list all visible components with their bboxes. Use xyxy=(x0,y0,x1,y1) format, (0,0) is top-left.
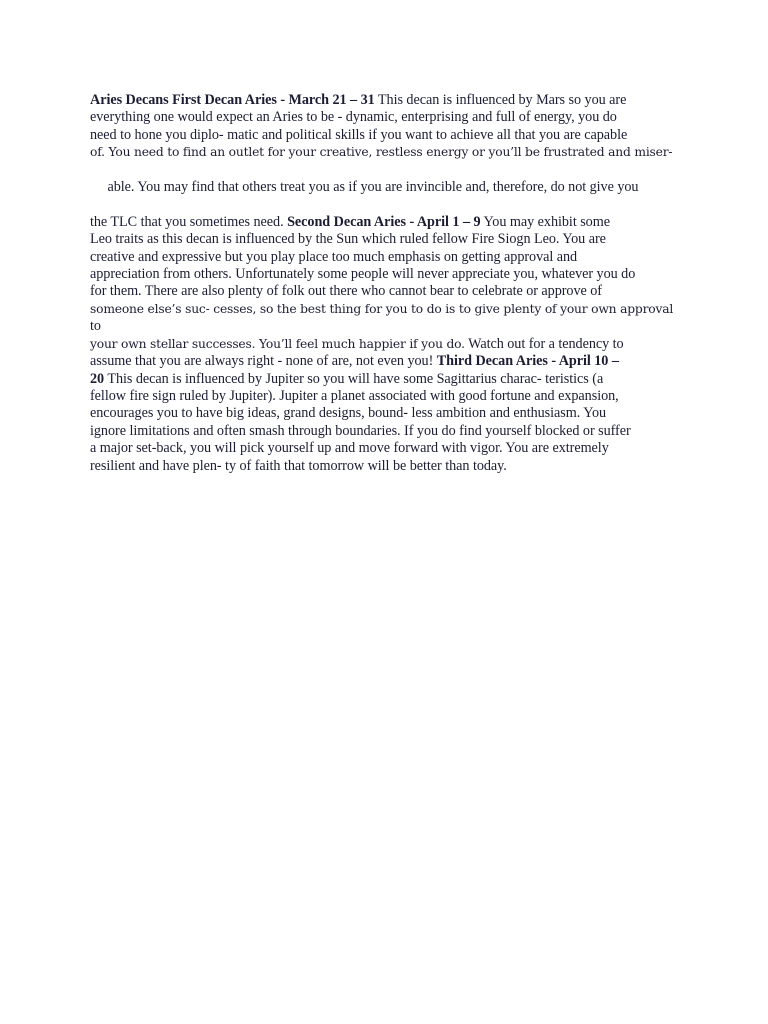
line-text: ignore limitations and often smash through boundaries. If you do find yourself blocked or suffer xyxy=(90,422,631,439)
text-line xyxy=(90,371,680,388)
line-text: fellow fire sign ruled by Jupiter). Jupiter a planet associated with good fortune and expansion, xyxy=(90,387,619,404)
line-text-after: You may exhibit some xyxy=(480,213,610,230)
text-line xyxy=(90,109,680,126)
line-text: resilient and have plen- ty of faith that tomorrow will be better than today. xyxy=(90,457,507,474)
line-text: to xyxy=(90,318,101,335)
line-text: able. You may find that others treat you as if you are invincible and, therefore, do not give you xyxy=(104,179,639,196)
heading-third-decan-cont: 20 xyxy=(90,370,105,387)
line-text: your own stellar successes. You’ll feel much happier if you do. xyxy=(90,336,465,351)
text-line xyxy=(90,405,680,422)
line-text: a major set-back, you will pick yourself up and move forward with vigor. You are extremely xyxy=(90,440,609,457)
text-line xyxy=(90,231,680,248)
text-line xyxy=(90,144,680,161)
line-text: the TLC that you sometimes need. xyxy=(90,213,288,230)
line-text: assume that you are always right - none of are, not even you! xyxy=(90,353,437,370)
line-text: Leo traits as this decan is influenced by the Sun which ruled fellow Fire Siogn Leo. You are xyxy=(90,231,606,248)
heading-second-decan: Second Decan Aries - April 1 – 9 xyxy=(287,213,481,230)
line-text: This decan is influenced by Mars so you are xyxy=(374,92,627,108)
text-line xyxy=(90,92,680,109)
line-text: This decan is influenced by Jupiter so you will have some Sagittarius charac- teristics (a xyxy=(104,370,604,387)
text-line xyxy=(90,440,680,457)
line-text: for them. There are also plenty of folk out there who cannot bear to celebrate or approve of xyxy=(90,283,602,300)
text-line xyxy=(90,266,680,283)
line-text: creative and expressive but you play place too much emphasis on getting approval and xyxy=(90,248,578,265)
text-line xyxy=(90,301,680,318)
line-text: of. You need to find an outlet for your creative, restless energy or you’ll be frustrated and miser- xyxy=(90,145,673,160)
text-line xyxy=(90,353,680,370)
text-line xyxy=(90,318,680,335)
text-line xyxy=(90,458,680,475)
document-body xyxy=(90,92,680,475)
text-line xyxy=(90,388,680,405)
line-text-after: Watch out for a tendency to xyxy=(464,335,624,352)
line-text: appreciation from others. Unfortunately some people will never appreciate you, whatever you do xyxy=(90,266,636,283)
line-text: someone else’s suc- cesses, so the best thing for you to do is to give plenty of your own approval xyxy=(90,301,674,316)
line-text: encourages you to have big ideas, grand designs, bound- less ambition and enthusiasm. You xyxy=(90,405,607,422)
text-line xyxy=(90,336,680,353)
line-text: need to hone you diplo- matic and political skills if you want to achieve all that you are capable xyxy=(90,126,628,143)
text-line xyxy=(90,283,680,300)
text-line xyxy=(90,214,680,231)
text-line xyxy=(90,162,680,214)
heading-first-decan: Aries Decans First Decan Aries - March 21 – 31 xyxy=(90,92,375,108)
text-line xyxy=(90,423,680,440)
text-line xyxy=(90,127,680,144)
line-text: everything one would expect an Aries to be - dynamic, enterprising and full of energy, you do xyxy=(90,109,617,126)
text-line xyxy=(90,249,680,266)
heading-third-decan: Third Decan Aries - April 10 – xyxy=(436,353,619,370)
